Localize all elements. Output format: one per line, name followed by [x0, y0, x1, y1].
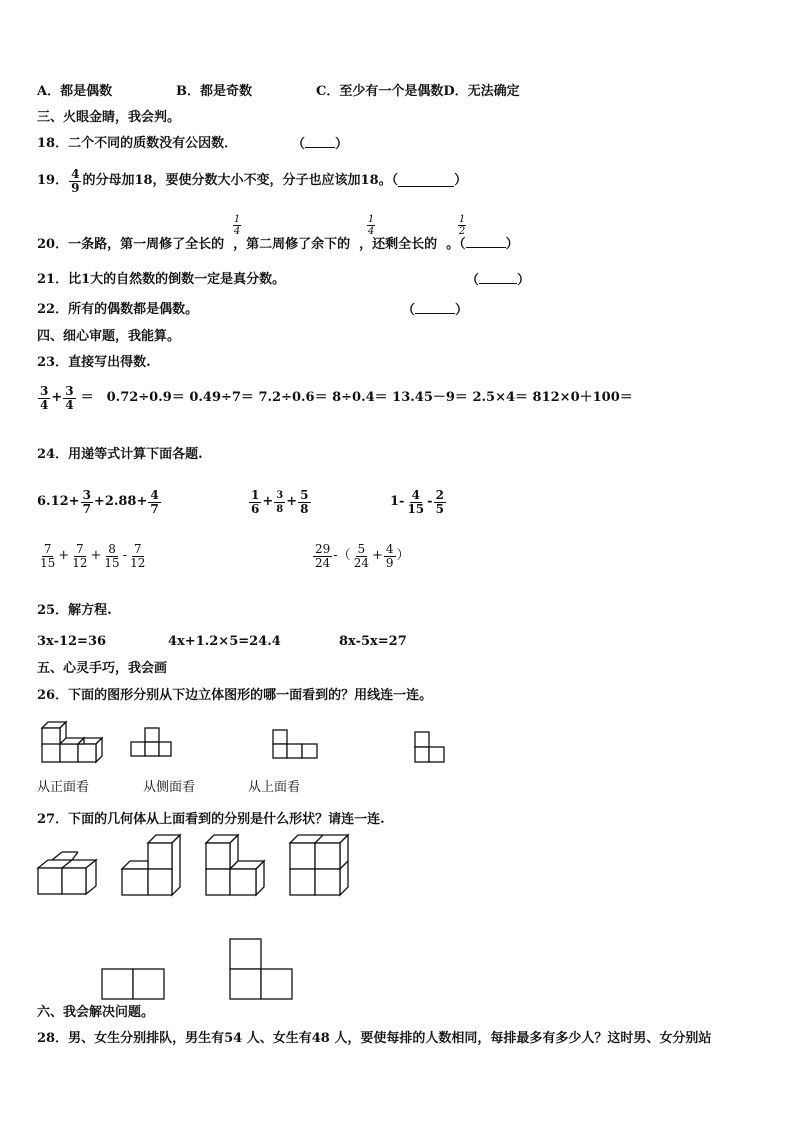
q25-equation-2: 4x+1.2×5=24.4 [168, 634, 281, 649]
q22-answer-blank[interactable] [402, 302, 468, 319]
q27-number: 27． [37, 812, 69, 827]
q24-e5-plus: + [371, 548, 383, 563]
q24-expression-5 [312, 538, 410, 574]
q21-close: ） [517, 273, 531, 288]
q23-expressions [37, 382, 633, 414]
q23-number: 23． [37, 355, 69, 370]
q24-e4-f1-numerator: 7 [43, 541, 52, 556]
q24-e2-f2-denominator: 8 [276, 503, 284, 515]
q26-view-c [415, 732, 447, 766]
q23-f1-denominator: 4 [40, 397, 49, 412]
q26-label-top: 从上面看 [248, 780, 301, 795]
question-23 [37, 355, 151, 371]
q23-f1-numerator: 3 [40, 383, 49, 398]
q24-expression-3 [390, 484, 447, 520]
q24-e2-f2-numerator: 3 [276, 489, 284, 501]
section-5-title: 五、心灵手巧，我会画 [37, 661, 168, 676]
q24-e3-f2-numerator: 2 [435, 487, 444, 502]
q24-text: 用递等式计算下面各题. [68, 447, 203, 462]
q19-fraction [69, 168, 81, 195]
q24-e5-f1-denominator: 24 [315, 555, 331, 570]
q20-fraction-3 [458, 214, 466, 237]
q24-e5-f1-numerator: 29 [315, 541, 331, 556]
q24-e5-f3-denominator: 9 [385, 555, 394, 570]
q20-f1-numerator: 1 [233, 214, 241, 225]
q23-plus: + [51, 390, 63, 405]
question-18 [37, 136, 237, 152]
q24-e1-f2-numerator: 4 [150, 487, 159, 502]
q20-text-4: 。（ [446, 237, 466, 252]
q18-close: ） [335, 137, 349, 152]
q18-open: （ [292, 137, 306, 152]
q24-e3-f1-numerator: 4 [411, 487, 420, 502]
q20-answer-blank[interactable] [466, 236, 506, 248]
q26-view-a [131, 728, 171, 762]
q24-e5-f2-denominator: 24 [353, 555, 369, 570]
q22-close: ） [455, 303, 469, 318]
q24-e2-plus-2: + [286, 494, 298, 509]
q27-solid-1 [38, 852, 102, 896]
q24-e4-f2-denominator: 12 [72, 555, 88, 570]
q21-number: 21． [37, 272, 69, 287]
q27-solid-2 [122, 835, 186, 897]
q20-f2-denominator: 4 [367, 226, 375, 237]
q24-e3-minus: - [427, 494, 433, 509]
question-25 [37, 603, 112, 619]
q28-number: 28． [37, 1031, 69, 1046]
q22-open: （ [402, 303, 416, 318]
question-22 [37, 302, 198, 318]
q19-frac-numerator: 4 [71, 166, 80, 181]
q24-e5-f3-numerator: 4 [385, 541, 394, 556]
q20-fraction-2 [367, 214, 375, 237]
q19-frac-denominator: 9 [71, 180, 80, 195]
q24-e4-f3-denominator: 15 [104, 555, 120, 570]
question-20 [37, 236, 519, 253]
q26-text: 下面的图形分别从下边立体图形的哪一面看到的？用线连一连。 [68, 688, 433, 703]
q24-e4-f4-numerator: 7 [133, 541, 142, 556]
q24-e4-f2-numerator: 7 [76, 541, 84, 556]
q18-number: 18． [37, 136, 69, 151]
q24-e1-f2-denominator: 7 [150, 501, 159, 516]
q24-e4-f3-numerator: 8 [108, 541, 116, 556]
option-c-d: C．至少有一个是偶数D．无法确定 [316, 84, 520, 99]
q27-solid-3 [206, 835, 270, 897]
q27-top-view-a [101, 968, 167, 1002]
q21-open: （ [466, 273, 480, 288]
q26-label-front: 从正面看 [37, 780, 90, 795]
q24-e3-part-a: 1- [390, 494, 405, 509]
q24-e1-f1-numerator: 3 [82, 487, 91, 502]
question-19 [37, 166, 467, 196]
q23-text: 直接写出得数. [68, 355, 151, 370]
q24-e1-part-a: 6.12+ [37, 494, 80, 509]
q24-e3-f1-denominator: 15 [407, 501, 425, 516]
q19-close: ） [454, 173, 468, 188]
q24-e4-plus-1: + [58, 548, 70, 563]
section-3-title: 三、火眼金睛，我会判。 [37, 110, 181, 125]
q19-text: 的分母加18，要使分数大小不变，分子也应该加18。（ [82, 173, 399, 188]
q26-solid-figure [38, 722, 102, 762]
q20-text-1: 一条路，第一周修了全长的 [68, 237, 225, 252]
q20-f3-denominator: 2 [458, 226, 466, 237]
q26-number: 26． [37, 688, 69, 703]
q24-e2-f3-denominator: 8 [300, 501, 309, 516]
q20-close: ） [505, 237, 519, 252]
q27-text: 下面的几何体从上面看到的分别是什么形状？请连一连. [68, 812, 385, 827]
q24-expression-2 [248, 484, 312, 520]
q24-e4-minus: - [122, 548, 128, 563]
q28-text: 男、女生分别排队，男生有54 人、女生有48 人，要使每排的人数相同，每排最多有多少人？这时男、女分别站 [68, 1031, 712, 1046]
q20-f2-numerator: 1 [367, 214, 375, 225]
q27-solid-4 [290, 835, 354, 897]
q21-text: 比1大的自然数的倒数一定是真分数。 [68, 272, 286, 287]
question-24 [37, 447, 203, 463]
q20-f3-numerator: 1 [458, 214, 466, 225]
q19-answer-blank[interactable] [398, 175, 454, 187]
question-28 [37, 1031, 711, 1047]
q24-e1-part-b: +2.88+ [93, 494, 148, 509]
q26-view-b [273, 730, 319, 764]
option-a: A．都是偶数 [37, 84, 113, 99]
q24-e5-close-paren: ） [396, 548, 410, 563]
q24-e5-minus-paren: -（ [333, 548, 351, 563]
q24-e2-f1-numerator: 1 [251, 487, 260, 502]
q25-text: 解方程. [68, 603, 112, 618]
q24-expression-1 [37, 484, 162, 520]
q24-e5-f2-numerator: 5 [357, 541, 366, 556]
question-26 [37, 688, 432, 704]
q23-f2-denominator: 4 [65, 397, 74, 412]
q19-number: 19． [37, 173, 69, 188]
option-b: B．都是奇数 [176, 84, 252, 99]
q22-text: 所有的偶数都是偶数。 [68, 302, 199, 317]
q24-e4-plus-2: + [90, 548, 102, 563]
q24-e3-f2-denominator: 5 [435, 501, 444, 516]
q24-expression-4 [37, 538, 148, 574]
q20-text-3: ，还剩全长的 [359, 237, 438, 252]
q25-equation-3: 8x-5x=27 [339, 634, 407, 649]
q18-answer-blank[interactable] [292, 136, 348, 153]
q20-f1-denominator: 4 [233, 226, 241, 237]
q27-top-view-b [229, 938, 295, 1002]
question-27 [37, 812, 385, 828]
q24-number: 24． [37, 447, 69, 462]
q21-answer-blank[interactable] [466, 272, 530, 289]
q24-e2-f3-numerator: 5 [300, 487, 309, 502]
q23-f2-numerator: 3 [65, 383, 74, 398]
q26-label-side: 从侧面看 [143, 780, 196, 795]
q20-fraction-1 [233, 214, 241, 237]
q24-e4-f1-denominator: 15 [40, 555, 56, 570]
q20-number: 20． [37, 237, 69, 252]
q25-equation-1: 3x-12=36 [37, 634, 107, 649]
question-21 [37, 272, 285, 288]
q24-e1-f1-denominator: 7 [82, 501, 91, 516]
q23-expression-list: ＝ 0.72÷0.9＝ 0.49÷7＝ 7.2÷0.6＝ 8÷0.4＝ 13.45－9＝ 2.5×4＝ 812×0＋100＝ [80, 390, 633, 405]
q22-number: 22． [37, 302, 69, 317]
section-6-title: 六、我会解决问题。 [37, 1005, 155, 1020]
section-4-title: 四、细心审题，我能算。 [37, 329, 181, 344]
q18-text: 二个不同的质数没有公因数． [68, 136, 238, 151]
q24-e2-f1-denominator: 6 [251, 501, 260, 516]
q20-text-2: ，第二周修了余下的 [233, 237, 351, 252]
q24-e2-plus-1: + [262, 494, 274, 509]
q24-e4-f4-denominator: 12 [130, 555, 146, 570]
q25-number: 25． [37, 603, 69, 618]
